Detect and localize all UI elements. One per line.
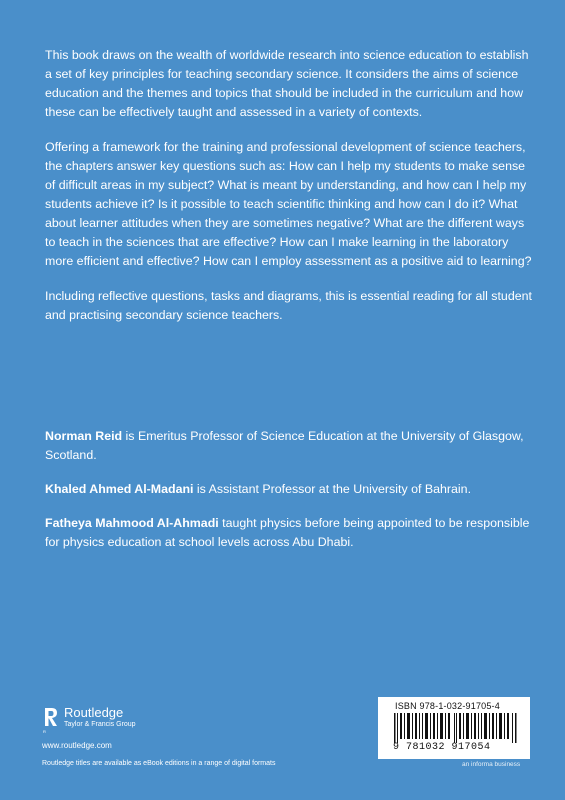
- author-bio-1: [45, 427, 535, 465]
- blurb-paragraph-3: Including reflective questions, tasks and diagrams, this is essential reading for all student and practising secondary science teachers.: [45, 289, 532, 322]
- author-name: Khaled Ahmed Al-Madani: [45, 482, 194, 496]
- routledge-logo-icon: [42, 706, 60, 734]
- publisher-url[interactable]: www.routledge.com: [42, 741, 112, 750]
- blurb-paragraph-2: Offering a framework for the training and professional development of science teachers, the chapters answer key questions such as: How can I help my students to make sense of difficult areas in my subject? What is meant by understanding, and how can I help my students achieve it? Is it possible to teach scientific thinking and how can I do it? What about learner attitudes when they are sometimes negative? What are the different ways to teach in the sciences that are effective? How can I make learning in the laboratory more efficient and effective? How can I employ assessment as a positive aid to learning?: [45, 140, 532, 268]
- blurb-paragraph-1: This book draws on the wealth of worldwide research into science education to establish a set of key principles for teaching secondary science. It considers the aims of science education and the themes and topics that should be included in the curriculum and how these can be effectively taught and assessed in a variety of contexts.: [45, 48, 529, 119]
- author-bio-text: is Emeritus Professor of Science Education at the University of Glasgow, Scotland.: [45, 429, 524, 462]
- svg-text:R: R: [43, 729, 46, 734]
- author-bios: [45, 427, 535, 567]
- author-bio-3: [45, 514, 535, 552]
- author-name: Norman Reid: [45, 429, 123, 443]
- ebook-note: Routledge titles are available as eBook editions in a range of digital formats: [42, 760, 276, 767]
- isbn-text: ISBN 978-1-032-91705-4: [395, 701, 500, 711]
- publisher-name: Routledge: [64, 705, 124, 720]
- barcode-digits: 9 781032 917054: [393, 742, 491, 753]
- author-name: Fatheya Mahmood Al-Ahmadi: [45, 516, 219, 530]
- author-bio-2: [45, 480, 535, 499]
- author-bio-text: taught physics before being appointed to be responsible for physics education at school levels across Abu Dhabi.: [45, 516, 530, 549]
- publisher-logo: [42, 706, 136, 734]
- publisher-group: Taylor & Francis Group: [64, 721, 136, 728]
- barcode-icon: [394, 713, 519, 743]
- informa-note: an informa business: [462, 761, 521, 768]
- author-bio-text: is Assistant Professor at the University of Bahrain.: [193, 482, 472, 496]
- back-cover-blurb: [45, 46, 535, 341]
